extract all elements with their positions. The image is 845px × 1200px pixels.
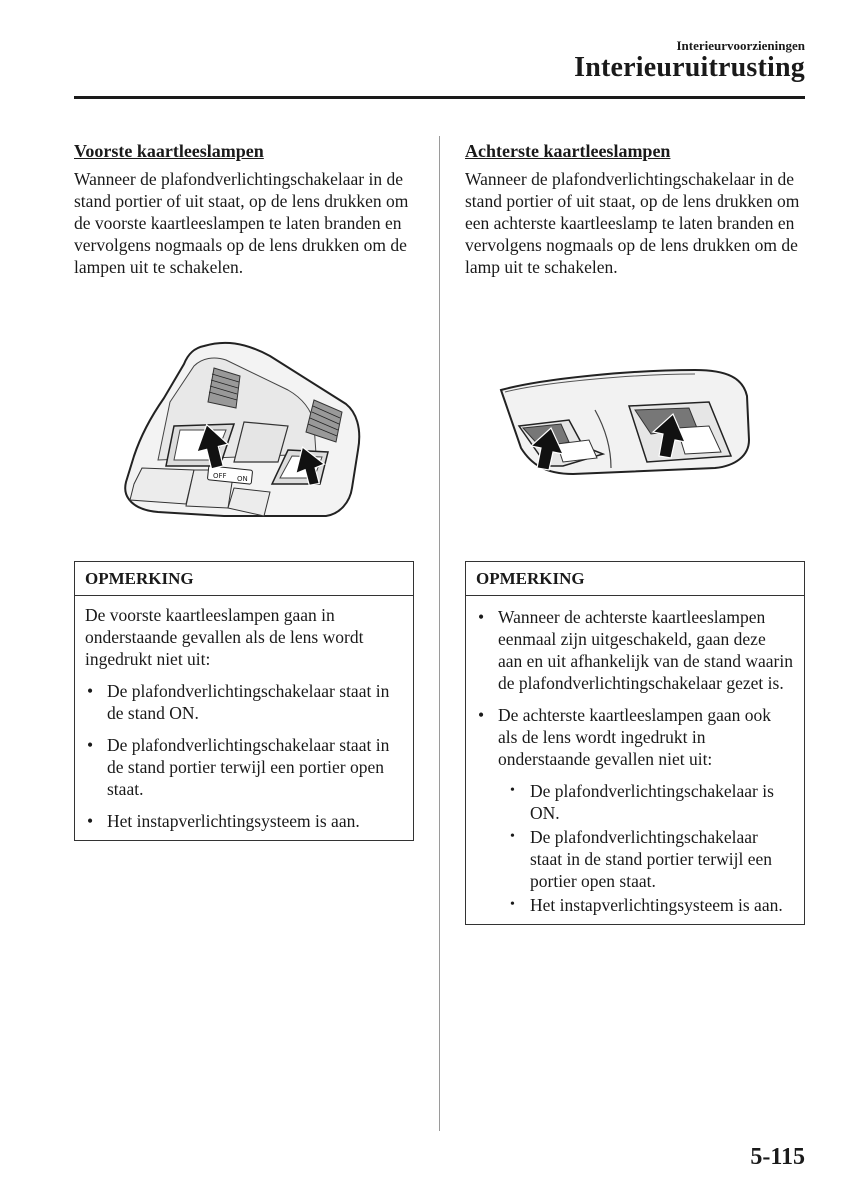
front-map-lamp-figure — [74, 278, 414, 561]
bullet-icon: • — [87, 811, 94, 831]
front-note-box — [74, 561, 414, 841]
right-column — [465, 140, 805, 925]
bullet-icon: • — [478, 705, 485, 725]
bullet-icon: • — [510, 783, 515, 798]
chapter-section-label: Interieurvoorzieningen — [676, 38, 805, 53]
sub-list-item: • De plafondverlichtingschakelaar is ON. — [510, 781, 774, 823]
switch-on-label: ON — [237, 475, 248, 483]
sub-list-item: • Het instapverlichtingsysteem is aan. — [510, 895, 783, 915]
rear-overhead-console-illustration — [465, 278, 805, 561]
bullet-icon: • — [510, 897, 515, 912]
rear-note-box — [465, 561, 805, 925]
list-item: • De plafondverlichtingschakelaar staat in de stand ON. — [87, 681, 390, 723]
left-column — [74, 140, 414, 841]
bullet-icon: • — [87, 735, 94, 755]
list-item: • Het instapverlichtingsysteem is aan. — [87, 811, 360, 831]
page-number: 5-115 — [750, 1144, 805, 1170]
front-map-lamps-body: Wanneer de plafondverlichtingschakelaar in de stand portier of uit staat, op de lens drukken om de voorste kaartleeslampen te laten branden en vervolgens nogmaals op de lens drukken om de lampen uit te schakelen. — [74, 169, 409, 277]
bullet-icon: • — [510, 829, 515, 844]
front-overhead-console-illustration — [74, 278, 414, 561]
rear-map-lamp-figure — [465, 278, 805, 561]
list-item: • Wanneer de achterste kaartleeslampen eenmaal zijn uitgeschakeld, gaan deze aan en uit afhankelijk van de stand waarin de plafondverlichtingschakelaar gezet is. — [478, 607, 793, 693]
front-map-lamps-title: Voorste kaartleeslampen — [74, 141, 264, 161]
note-heading: OPMERKING — [75, 562, 413, 596]
list-item: • De achterste kaartleeslampen gaan ook als de lens wordt ingedrukt in onderstaande gevallen niet uit: • De plafondverlichtingschakelaar is ON. • De plafondverlichtingschakelaar staat in de stand portier terwijl een portier open staat. • Het instapverlichtingsysteem is aan. — [476, 704, 794, 916]
switch-off-label: OFF — [213, 472, 227, 480]
bullet-icon: • — [87, 681, 94, 701]
page-title: Interieuruitrusting — [574, 52, 805, 83]
rear-map-lamps-title: Achterste kaartleeslampen — [465, 141, 671, 161]
list-item: • De plafondverlichtingschakelaar staat in de stand portier terwijl een portier open staat. — [87, 735, 390, 799]
bullet-icon: • — [478, 607, 485, 627]
rear-map-lamps-body: Wanneer de plafondverlichtingschakelaar in de stand portier of uit staat, op de lens drukken om een achterste kaartleeslamp te laten branden en vervolgens nogmaals op de lens drukken om de lamp uit te schakelen. — [465, 169, 800, 277]
note-heading: OPMERKING — [466, 562, 804, 596]
column-divider — [439, 136, 440, 1131]
sub-list-item: • De plafondverlichtingschakelaar staat in de stand portier terwijl een portier open staat. — [510, 827, 773, 891]
note-intro: De voorste kaartleeslampen gaan in onderstaande gevallen als de lens wordt ingedrukt niet uit: — [85, 605, 364, 669]
header-rule — [74, 96, 805, 99]
